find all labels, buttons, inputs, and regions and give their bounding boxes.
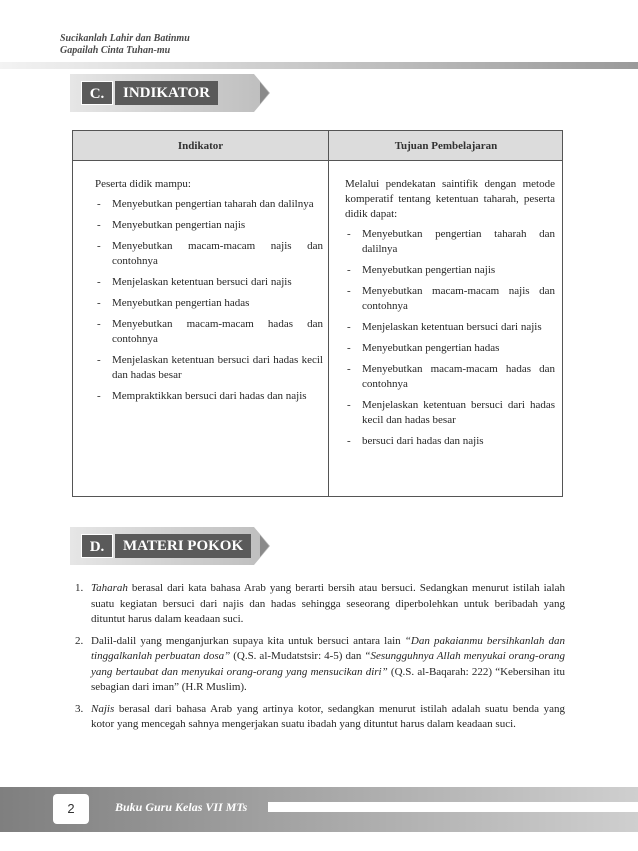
page-number: 2: [53, 794, 89, 824]
tujuan-intro: Melalui pendekatan saintifik dengan metode komperatif tentang ketentuan taharah, peserta didik dapat:: [345, 178, 555, 220]
materi-pokok-list: [75, 581, 565, 739]
table-header-row: [73, 131, 562, 161]
list-item: - Menjelaskan ketentuan bersuci dari hadas kecil dan hadas besar: [95, 353, 323, 383]
section-d-letter: D.: [81, 534, 113, 558]
materi-item-2: [75, 634, 565, 696]
list-item: - Menjelaskan ketentuan bersuci dari najis: [95, 275, 323, 290]
tujuan-list: [345, 227, 555, 449]
tujuan-column: [345, 177, 555, 455]
materi-term-taharah: Taharah: [91, 582, 128, 594]
header-line-2: Gapailah Cinta Tuhan-mu: [60, 45, 171, 56]
materi-quote: “Sesungguhnya Allah menyukai orang-orang yang bertaubat dan menyukai orang-orang yang mensucikan diri”: [91, 650, 565, 678]
list-item: - Menyebutkan pengertian taharah dan dalilnya: [95, 197, 323, 212]
section-d-arrow-icon: [260, 535, 269, 557]
section-d-heading: [70, 527, 275, 565]
list-item: - Menyebutkan pengertian najis: [95, 218, 323, 233]
materi-number: 2.: [75, 634, 84, 647]
section-c-title: INDIKATOR: [115, 81, 218, 105]
list-item: - Menyebutkan pengertian najis: [345, 263, 555, 278]
list-item: - Menyebutkan pengertian taharah dan dalilnya: [345, 227, 555, 257]
header-gradient-bar: [0, 62, 638, 69]
indikator-intro: Peserta didik mampu:: [95, 178, 191, 190]
materi-item-3: [75, 702, 565, 733]
indikator-list: [95, 197, 323, 404]
materi-text: berasal dari bahasa Arab yang artinya kotor, sedangkan menurut istilah adalah suatu benda yang kotor yang mencegah sahnya mengerjakan suatu ibadah yang dituntut harus dalam keadaan suci.: [91, 702, 565, 730]
list-item: - Menyebutkan macam-macam najis dan contohnya: [95, 239, 323, 269]
list-item: - Menyebutkan pengertian hadas: [95, 296, 323, 311]
materi-text: Dalil-dalil yang menganjurkan supaya kita untuk bersuci antara lain: [91, 634, 405, 647]
section-d-title: MATERI POKOK: [115, 534, 251, 558]
materi-number: 3.: [75, 702, 84, 715]
list-item: - Menjelaskan ketentuan bersuci dari hadas kecil dan hadas besar: [345, 398, 555, 428]
table-header-tujuan: Tujuan Pembelajaran: [394, 140, 498, 152]
section-c-letter: C.: [81, 81, 113, 105]
indikator-table: [72, 130, 563, 497]
materi-term-najis: Najis: [91, 702, 115, 715]
list-item: - Menyebutkan pengertian hadas: [345, 341, 555, 356]
list-item: - Menjelaskan ketentuan bersuci dari najis: [345, 320, 555, 335]
header-line-1: Sucikanlah Lahir dan Batinmu: [60, 33, 190, 44]
list-item: - Menyebutkan macam-macam najis dan contohnya: [345, 284, 555, 314]
list-item: - Menyebutkan macam-macam hadas dan contohnya: [345, 362, 555, 392]
list-item: - bersuci dari hadas dan najis: [345, 434, 555, 449]
materi-quote: “Dan pakaianmu bersihkanlah dan tinggalkanlah perbuatan dosa”: [91, 634, 565, 662]
footer-stripe: [268, 802, 638, 812]
list-item: - Mempraktikkan bersuci dari hadas dan najis: [95, 389, 323, 404]
materi-text: (Q.S. al-Baqarah: 222) “Kebersihan itu sebagian dari iman” (H.R Muslim).: [91, 665, 565, 693]
materi-text: berasal dari kata bahasa Arab yang berarti bersih atau bersuci. Sedangkan menurut istilah ialah suatu kegiatan bersuci dari najis dan hadas sehingga seseorang diperbolehkan untuk beribadah yang dituntut harus dalam keadaan suci.: [91, 582, 565, 625]
table-column-divider: [328, 131, 329, 496]
footer-book-title: Buku Guru Kelas VII MTs: [115, 800, 248, 814]
table-header-indikator: Indikator: [177, 140, 224, 152]
page-header: [0, 0, 638, 72]
materi-number: 1.: [75, 582, 84, 594]
indikator-column: [95, 177, 323, 410]
materi-item-1: [75, 581, 565, 628]
list-item: - Menyebutkan macam-macam hadas dan contohnya: [95, 317, 323, 347]
section-c-arrow-icon: [260, 82, 269, 104]
materi-text: (Q.S. al-Mudatstsir: 4-5) dan: [230, 650, 365, 662]
section-c-heading: [70, 74, 275, 112]
